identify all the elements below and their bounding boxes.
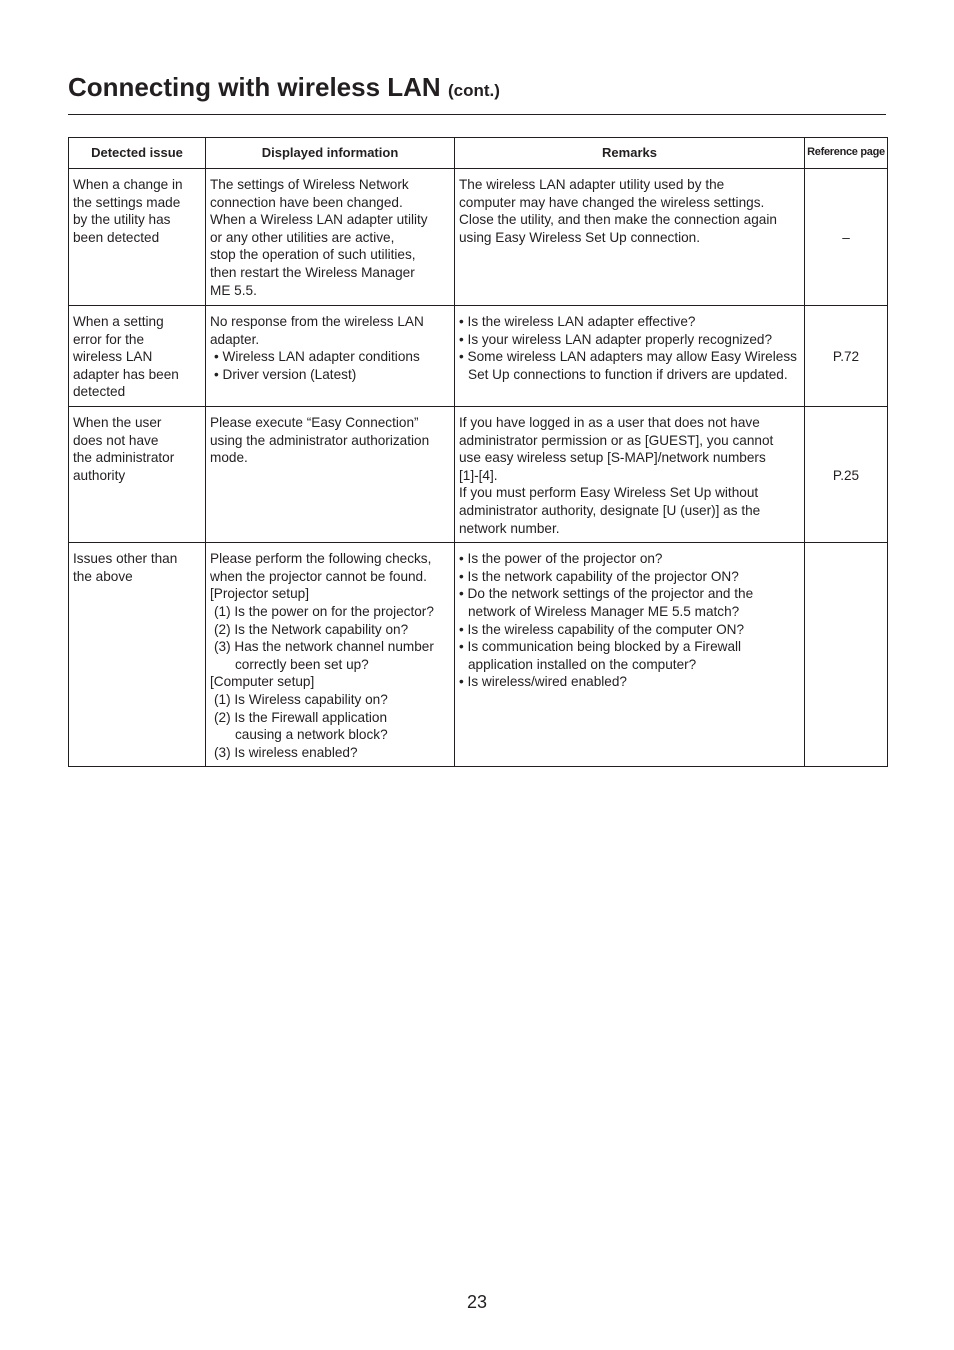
header-remarks: Remarks: [455, 138, 805, 169]
bullet-item: • Is communication being blocked by a Firewall application installed on the computer?: [459, 639, 742, 672]
bullet-item: • Is the wireless capability of the computer ON?: [459, 621, 745, 637]
cell-line: connection have been changed.: [210, 194, 403, 210]
cell-line: does not have: [73, 432, 159, 448]
cell-line: [1]-[4].: [459, 467, 498, 483]
table-row: [69, 543, 888, 767]
cell-line: the above: [73, 568, 133, 584]
remarks-cell: [455, 407, 805, 543]
cell-line: adapter.: [210, 331, 260, 347]
bullet-item: • Is the network capability of the projector ON?: [459, 568, 739, 584]
bullet-item: • Is your wireless LAN adapter properly recognized?: [459, 331, 773, 347]
table-row: [69, 169, 888, 306]
displayed-information-cell: [206, 543, 455, 767]
check-item-continuation: correctly been set up?: [235, 656, 369, 672]
cell-line: When a Wireless LAN adapter utility: [210, 212, 428, 228]
bullet-item: • Is the power of the projector on?: [459, 551, 663, 567]
cell-line: stop the operation of such utilities,: [210, 247, 416, 263]
troubleshooting-table: [68, 137, 888, 767]
check-item: (1) Is the power on for the projector?: [214, 603, 434, 619]
cell-line: network number.: [459, 520, 560, 536]
cell-line: administrator authority, designate [U (user)] as the: [459, 502, 761, 518]
cell-line: If you have logged in as a user that does not have: [459, 415, 760, 430]
page-title: [68, 70, 500, 108]
cell-line: the settings made: [73, 194, 181, 210]
bullet-item: • Is wireless/wired enabled?: [459, 674, 627, 690]
title-cont: (cont.): [447, 81, 500, 100]
projector-setup-heading: [Projector setup]: [210, 586, 309, 602]
cell-line: Please perform the following checks,: [210, 551, 432, 567]
remarks-cell: [455, 306, 805, 407]
reference-page-cell: P.25: [805, 407, 888, 543]
cell-line: Please execute “Easy Connection”: [210, 415, 419, 430]
bullet-item: • Driver version (Latest): [214, 366, 357, 382]
cell-line: When the user: [73, 415, 162, 430]
header-reference-page: Reference page: [805, 138, 888, 169]
title-main: Connecting with wireless LAN: [68, 72, 441, 102]
page-number: 23: [466, 1292, 488, 1312]
detected-issue-cell: [69, 306, 206, 407]
bullet-item: • Wireless LAN adapter conditions: [214, 349, 420, 365]
cell-line: mode.: [210, 450, 248, 466]
check-item: (3) Is wireless enabled?: [214, 744, 358, 760]
table-row: [69, 306, 888, 407]
title-divider: [68, 114, 886, 115]
remarks-cell: [455, 543, 805, 767]
header-detected-issue: Detected issue: [69, 138, 206, 169]
cell-line: detected: [73, 384, 126, 400]
cell-line: If you must perform Easy Wireless Set Up without: [459, 485, 759, 501]
cell-line: The wireless LAN adapter utility used by the: [459, 177, 725, 192]
cell-line: error for the: [73, 331, 145, 347]
cell-line: administrator permission or as [GUEST], you cannot: [459, 432, 774, 448]
cell-line: or any other utilities are active,: [210, 229, 395, 245]
cell-line: then restart the Wireless Manager: [210, 264, 415, 280]
check-item: (1) Is Wireless capability on?: [214, 691, 388, 707]
cell-line: When a change in: [73, 177, 183, 192]
reference-page-cell: P.72: [805, 306, 888, 407]
displayed-information-cell: [206, 407, 455, 543]
check-item: (3) Has the network channel number: [214, 639, 434, 655]
detected-issue-cell: [69, 407, 206, 543]
cell-line: adapter has been: [73, 366, 179, 382]
cell-line: using the administrator authorization: [210, 432, 430, 448]
cell-line: No response from the wireless LAN: [210, 314, 424, 329]
bullet-item: • Is the wireless LAN adapter effective?: [459, 314, 696, 329]
check-item: (2) Is the Network capability on?: [214, 621, 409, 637]
cell-line: when the projector cannot be found.: [210, 568, 427, 584]
cell-line: computer may have changed the wireless settings.: [459, 194, 765, 210]
bullet-item: • Some wireless LAN adapters may allow Easy Wireless Set Up connections to function if drivers are updated.: [459, 349, 797, 382]
reference-page-cell: [805, 543, 888, 767]
cell-line: The settings of Wireless Network: [210, 177, 409, 192]
reference-page-cell: –: [805, 169, 888, 306]
cell-line: use easy wireless setup [S-MAP]/network numbers: [459, 450, 766, 466]
cell-line: wireless LAN: [73, 349, 153, 365]
cell-line: using Easy Wireless Set Up connection.: [459, 229, 701, 245]
cell-line: Close the utility, and then make the connection again: [459, 212, 777, 228]
detected-issue-cell: [69, 169, 206, 306]
check-item-continuation: causing a network block?: [235, 727, 388, 743]
check-item: (2) Is the Firewall application: [214, 709, 388, 725]
detected-issue-cell: [69, 543, 206, 767]
cell-line: been detected: [73, 229, 160, 245]
remarks-cell: [455, 169, 805, 306]
computer-setup-heading: [Computer setup]: [210, 674, 315, 690]
displayed-information-cell: [206, 169, 455, 306]
cell-line: When a setting: [73, 314, 164, 329]
cell-line: ME 5.5.: [210, 282, 257, 298]
cell-line: by the utility has: [73, 212, 171, 228]
cell-line: authority: [73, 467, 126, 483]
bullet-item: • Do the network settings of the projector and the network of Wireless Manager ME 5.5 match?: [459, 586, 754, 619]
cell-line: the administrator: [73, 450, 175, 466]
cell-line: Issues other than: [73, 551, 178, 567]
table-row: [69, 407, 888, 543]
header-displayed-information: Displayed information: [206, 138, 455, 169]
table-header-row: [69, 138, 888, 169]
displayed-information-cell: [206, 306, 455, 407]
